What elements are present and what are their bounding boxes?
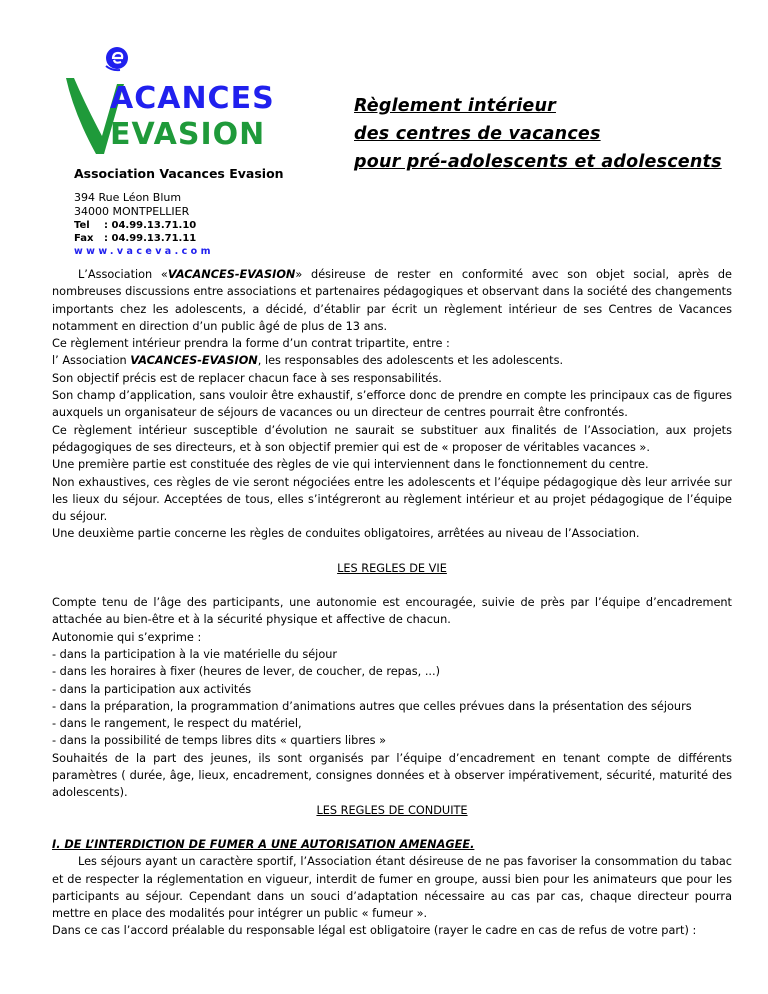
section-title-regles-vie: LES REGLES DE VIE — [337, 561, 447, 575]
intro-paragraph-3 — [52, 352, 732, 369]
intro-paragraph-1 — [52, 266, 732, 335]
fax-row — [74, 232, 284, 245]
list-item: - dans la participation aux activités — [52, 682, 252, 696]
intro-p1-before: L’Association « — [78, 268, 168, 281]
list-item: - dans la préparation, la programmation d’animations autres que celles prévues dans la présentation des séjours — [52, 699, 692, 713]
intro-p1-after: » désireuse de rester en conformité avec son objet social, après de nombreuses discussions entre associations et partenaires pédagogiques et observant dans la société des changements importants chez les adolescents, a décidé, d’établir par écrit un règlement intérieur de ses Centres de Vacances notamment en direction d’un public âgé de plus de 13 ans. — [52, 268, 732, 333]
intro-p1-brand: VACANCES-EVASION — [167, 268, 296, 281]
subsection-title-fumer: I. DE L’INTERDICTION DE FUMER A UNE AUTORISATION AMENAGEE. — [52, 837, 475, 851]
intro-paragraph-8: Non exhaustives, ces règles de vie seront négociées entre les adolescents et l’équipe pédagogique dès leur arrivée sur les lieux du séjour. Acceptées de tous, elles s’intégreront au règlement intérieur et au projet pédagogique de l’équipe du séjour. — [52, 475, 732, 524]
list-item: - dans le rangement, le respect du matériel, — [52, 717, 302, 731]
address-street: 394 Rue Léon Blum — [74, 191, 182, 204]
regles-vie-paragraph-3: Souhaités de la part des jeunes, ils sont organisés par l’équipe d’encadrement en tenant compte de différents paramètres ( durée, âge, lieux, encadrement, consignes données et à observer impérativement, sécurité, maturité des adolescents). — [52, 751, 732, 800]
intro-p3-before: l’ Association — [52, 354, 131, 368]
tel-row — [74, 219, 284, 232]
section-title-regles-conduite: LES REGLES DE CONDUITE — [316, 803, 468, 817]
regles-vie-paragraph-2: Autonomie qui s’exprime : — [52, 630, 202, 644]
list-item: - dans les horaires à fixer (heures de lever, de coucher, de repas, ...) — [52, 665, 441, 679]
regles-conduite-paragraph-1: Les séjours ayant un caractère sportif, l’Association étant désireuse de ne pas favoriser la consommation du tabac et de respecter la réglementation en vigueur, interdit de fumer en groupe, aussi bien pour les animateurs que pour les participants au séjour. Cependant dans un souci d’adaptation nécessaire au cas par cas, chaque directeur pourra mettre en place des modalités pour intégrer un public « fumeur ». — [52, 855, 732, 921]
logo-text-line1: ACANCES — [110, 81, 275, 116]
association-block — [74, 166, 284, 259]
intro-paragraph-7: Une première partie est constituée des règles de vie qui interviennent dans le fonctionnement du centre. — [52, 458, 649, 472]
address-city: 34000 MONTPELLIER — [74, 205, 190, 218]
intro-paragraph-9: Une deuxième partie concerne les règles de conduites obligatoires, arrêtées au niveau de l’Association. — [52, 527, 640, 541]
document-body — [52, 266, 732, 940]
title-line-2: des centres de vacances — [354, 124, 601, 144]
document-title — [354, 92, 722, 176]
fax-label: Fax — [74, 233, 94, 244]
vacances-evasion-logo — [60, 44, 280, 162]
intro-paragraph-4: Son objectif précis est de replacer chacun face à ses responsabilités. — [52, 371, 442, 385]
website-link[interactable]: www.vaceva.com — [74, 246, 214, 257]
intro-p3-brand: VACANCES-EVASION — [130, 354, 258, 368]
title-line-3: pour pré-adolescents et adolescents — [354, 152, 722, 172]
title-line-1: Règlement intérieur — [354, 96, 556, 116]
fax-value: : 04.99.13.71.11 — [104, 233, 197, 244]
tel-value: : 04.99.13.71.10 — [104, 220, 197, 231]
list-item: - dans la possibilité de temps libres dits « quartiers libres » — [52, 734, 387, 748]
regles-vie-paragraph-1: Compte tenu de l’âge des participants, une autonomie est encouragée, suivie de près par l’équipe d’encadrement attachée au bien-être et à la sécurité physique et affective de chacun. — [52, 596, 732, 627]
tel-label: Tel — [74, 220, 90, 231]
association-name: Association Vacances Evasion — [74, 166, 284, 181]
intro-p3-after: , les responsables des adolescents et les adolescents. — [257, 354, 564, 368]
intro-paragraph-5: Son champ d’application, sans vouloir être exhaustif, s’efforce donc de prendre en compte les principaux cas de figures auxquels un organisateur de séjours de vacances ou un directeur de centres pourrait être confrontés. — [52, 389, 732, 420]
list-item: - dans la participation à la vie matérielle du séjour — [52, 647, 338, 661]
intro-paragraph-6: Ce règlement intérieur susceptible d’évolution ne saurait se substituer aux finalités de l’Association, aux projets pédagogiques de ses directeurs, et à son objectif premier qui est de « proposer de véritables vacances ». — [52, 423, 732, 454]
regles-conduite-paragraph-2: Dans ce cas l’accord préalable du responsable légal est obligatoire (rayer le cadre en cas de refus de votre part) : — [52, 924, 697, 938]
intro-paragraph-2: Ce règlement intérieur prendra la forme d’un contrat tripartite, entre : — [52, 337, 450, 351]
logo-text-line2: EVASION — [110, 117, 266, 152]
